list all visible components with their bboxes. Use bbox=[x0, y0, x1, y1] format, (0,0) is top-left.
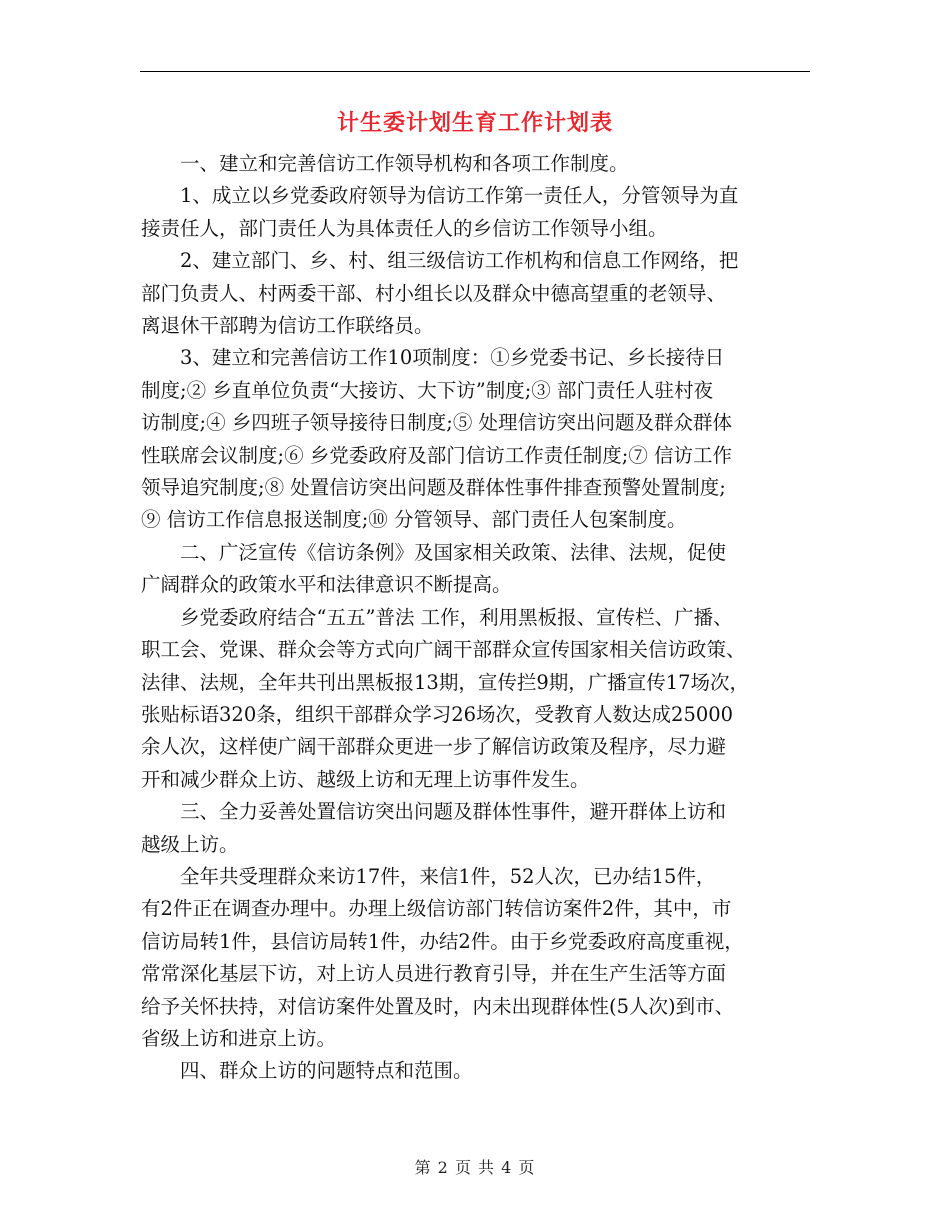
text-line: 离退休干部聘为信访工作联络员。 bbox=[141, 314, 434, 338]
page-number-footer: 第 2 页 共 4 页 bbox=[414, 1158, 536, 1177]
text-line: 1、成立以乡党委政府领导为信访工作第一责任人，分管领导为直 bbox=[180, 184, 739, 208]
text-line: 有2件正在调查办理中。办理上级信访部门转信访案件2件，其中，市 bbox=[141, 897, 732, 921]
text-line: 四、群众上访的问题特点和范围。 bbox=[180, 1059, 473, 1083]
paragraph bbox=[141, 148, 813, 180]
text-line: ⑨ 信访工作信息报送制度;⑩ 分管领导、部门责任人包案制度。 bbox=[141, 508, 687, 532]
text-line: 领导追究制度;⑧ 处置信访突出问题及群体性事件排查预警处置制度; bbox=[141, 476, 726, 500]
text-line: 访制度;④ 乡四班子领导接待日制度;⑤ 处理信访突出问题及群众群体 bbox=[141, 411, 733, 435]
document-title: 计生委计划生育工作计划表 bbox=[336, 110, 613, 136]
text-line: 制度;② 乡直单位负责“大接访、大下访”制度;③ 部门责任人驻村夜 bbox=[141, 378, 713, 402]
paragraph bbox=[141, 796, 813, 861]
paragraph bbox=[141, 537, 813, 602]
text-line: 广阔群众的政策水平和法律意识不断提高。 bbox=[141, 573, 512, 597]
text-line: 接责任人，部门责任人为具体责任人的乡信访工作领导小组。 bbox=[141, 216, 668, 240]
paragraph bbox=[141, 180, 813, 245]
text-line: 职工会、党课、群众会等方式向广阔干部群众宣传国家相关信访政策、 bbox=[141, 638, 746, 662]
header-rule bbox=[140, 71, 810, 72]
text-line: 3、建立和完善信访工作10项制度：①乡党委书记、乡长接待日 bbox=[180, 346, 725, 370]
paragraph bbox=[141, 861, 813, 1055]
text-line: 部门负责人、村两委干部、村小组长以及群众中德高望重的老领导、 bbox=[141, 281, 727, 305]
text-line: 省级上访和进京上访。 bbox=[141, 1026, 337, 1050]
text-line: 信访局转1件，县信访局转1件，办结2件。由于乡党委政府高度重视， bbox=[141, 929, 744, 953]
text-line: 开和减少群众上访、越级上访和无理上访事件发生。 bbox=[141, 767, 590, 791]
paragraph bbox=[141, 245, 813, 342]
document-body bbox=[141, 148, 813, 1088]
paragraph bbox=[141, 1055, 813, 1087]
paragraph bbox=[141, 602, 813, 796]
text-line: 给予关怀扶持，对信访案件处置及时，内未出现群体性(5人次)到市、 bbox=[141, 994, 735, 1018]
text-line: 越级上访。 bbox=[141, 832, 239, 856]
text-line: 性联席会议制度;⑥ 乡党委政府及部门信访工作责任制度;⑦ 信访工作 bbox=[141, 443, 733, 467]
text-line: 一、建立和完善信访工作领导机构和各项工作制度。 bbox=[180, 152, 629, 175]
text-line: 法律、法规，全年共刊出黑板报13期，宣传拦9期，广播宣传17场次， bbox=[141, 670, 750, 694]
text-line: 全年共受理群众来访17件，来信1件，52人次，已办结15件， bbox=[180, 864, 716, 888]
text-line: 张贴标语320条，组织干部群众学习26场次，受教育人数达成25000 bbox=[141, 702, 734, 726]
paragraph bbox=[141, 342, 813, 536]
text-line: 三、全力妥善处置信访突出问题及群体性事件，避开群体上访和 bbox=[180, 800, 727, 824]
text-line: 2、建立部门、乡、村、组三级信访工作机构和信息工作网络，把 bbox=[180, 249, 739, 273]
text-line: 余人次，这样使广阔干部群众更进一步了解信访政策及程序，尽力避 bbox=[141, 735, 727, 759]
text-line: 常常深化基层下访，对上访人员进行教育引导，并在生产生活等方面 bbox=[141, 962, 727, 986]
text-line: 二、广泛宣传《信访条例》及国家相关政策、法律、法规，促使 bbox=[180, 540, 727, 564]
text-line: 乡党委政府结合“五五”普法 工作，利用黑板报、宣传栏、广播、 bbox=[180, 605, 733, 629]
